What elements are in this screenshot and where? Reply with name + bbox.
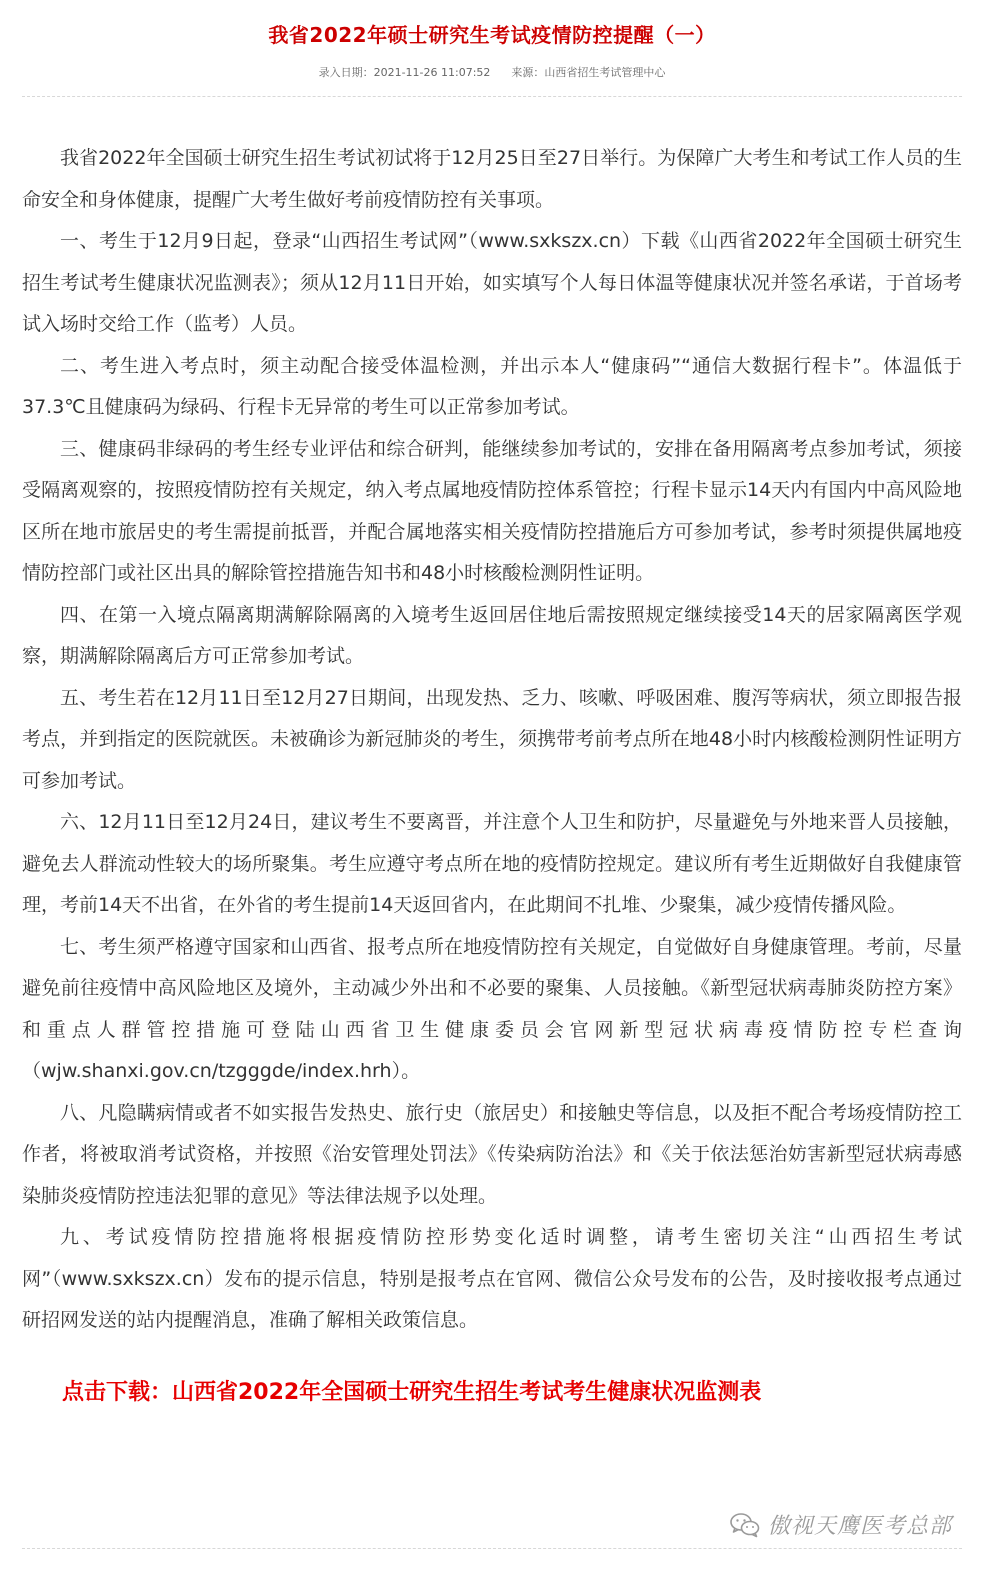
bottom-divider <box>22 1548 962 1549</box>
paragraph-8: 八、凡隐瞒病情或者不如实报告发热史、旅行史（旅居史）和接触史等信息，以及拒不配合考场疫情防控工作者，将被取消考试资格，并按照《治安管理处罚法》《传染病防治法》和《关于依法惩治妨害新型冠状病毒感染肺炎疫情防控违法犯罪的意见》等法律法规予以处理。 <box>22 1101 962 1207</box>
article-body <box>22 138 962 1342</box>
paragraph-3: 三、健康码非绿码的考生经专业评估和综合研判，能继续参加考试的，安排在备用隔离考点参加考试，须接受隔离观察的，按照疫情防控有关规定，纳入考点属地疫情防控体系管控；行程卡显示14天内有国内中高风险地区所在地市旅居史的考生需提前抵晋，并配合属地落实相关疫情防控措施后方可参加考试，参考时须提供属地疫情防控部门或社区出具的解除管控措施告知书和48小时核酸检测阴性证明。 <box>22 437 962 584</box>
paragraph-4: 四、在第一入境点隔离期满解除隔离的入境考生返回居住地后需按照规定继续接受14天的居家隔离医学观察，期满解除隔离后方可正常参加考试。 <box>22 603 962 667</box>
paragraph-intro: 我省2022年全国硕士研究生招生考试初试将于12月25日至27日举行。为保障广大考生和考试工作人员的生命安全和身体健康，提醒广大考生做好考前疫情防控有关事项。 <box>22 147 962 211</box>
watermark <box>730 1509 952 1540</box>
article-meta <box>22 66 962 80</box>
page-title: 我省2022年硕士研究生考试疫情防控提醒（一） <box>268 23 716 47</box>
paragraph-5: 五、考生若在12月11日至12月27日期间，出现发热、乏力、咳嗽、呼吸困难、腹泻等病状，须立即报告报考点，并到指定的医院就医。未被确诊为新冠肺炎的考生，须携带考前考点所在地48小时内核酸检测阴性证明方可参加考试。 <box>22 686 962 792</box>
watermark-text: 傲视天鹰医考总部 <box>767 1514 952 1539</box>
paragraph-9: 九、考试疫情防控措施将根据疫情防控形势变化适时调整，请考生密切关注“山西招生考试网”（www.sxkszx.cn）发布的提示信息，特别是报考点在官网、微信公众号发布的公告，及时接收报考点通过研招网发送的站内提醒消息，准确了解相关政策信息。 <box>22 1226 962 1331</box>
paragraph-1: 一、考生于12月9日起，登录“山西招生考试网”（www.sxkszx.cn）下载《山西省2022年全国硕士研究生招生考试考生健康状况监测表》；须从12月11日开始，如实填写个人每日体温等健康状况并签名承诺，于首场考试入场时交给工作（监考）人员。 <box>22 230 962 335</box>
article-source: 来源：山西省招生考试管理中心 <box>511 66 666 79</box>
wechat-icon <box>730 1512 760 1538</box>
top-divider <box>22 96 962 97</box>
paragraph-7: 七、考生须严格遵守国家和山西省、报考点所在地疫情防控有关规定，自觉做好自身健康管理。考前，尽量避免前往疫情中高风险地区及境外，主动减少外出和不必要的聚集、人员接触。《新型冠状病毒肺炎防控方案》和重点人群管控措施可登陆山西省卫生健康委员会官网新型冠状病毒疫情防控专栏查询（wjw.shanxi.gov.cn/tzgggde/index.hrh）。 <box>22 935 962 1082</box>
paragraph-6: 六、12月11日至12月24日，建议考生不要离晋，并注意个人卫生和防护，尽量避免与外地来晋人员接触，避免去人群流动性较大的场所聚集。考生应遵守考点所在地的疫情防控规定。建议所有考生近期做好自我健康管理，考前14天不出省，在外省的考生提前14天返回省内，在此期间不扎堆、少聚集，减少疫情传播风险。 <box>22 811 962 916</box>
entry-date: 录入日期：2021-11-26 11:07:52 <box>318 66 491 79</box>
download-link[interactable]: 点击下载：山西省2022年全国硕士研究生招生考试考生健康状况监测表 <box>62 1379 762 1405</box>
paragraph-2: 二、考生进入考点时，须主动配合接受体温检测，并出示本人“健康码”“通信大数据行程卡”。体温低于37.3℃且健康码为绿码、行程卡无异常的考生可以正常参加考试。 <box>22 354 962 418</box>
article <box>22 0 962 1413</box>
